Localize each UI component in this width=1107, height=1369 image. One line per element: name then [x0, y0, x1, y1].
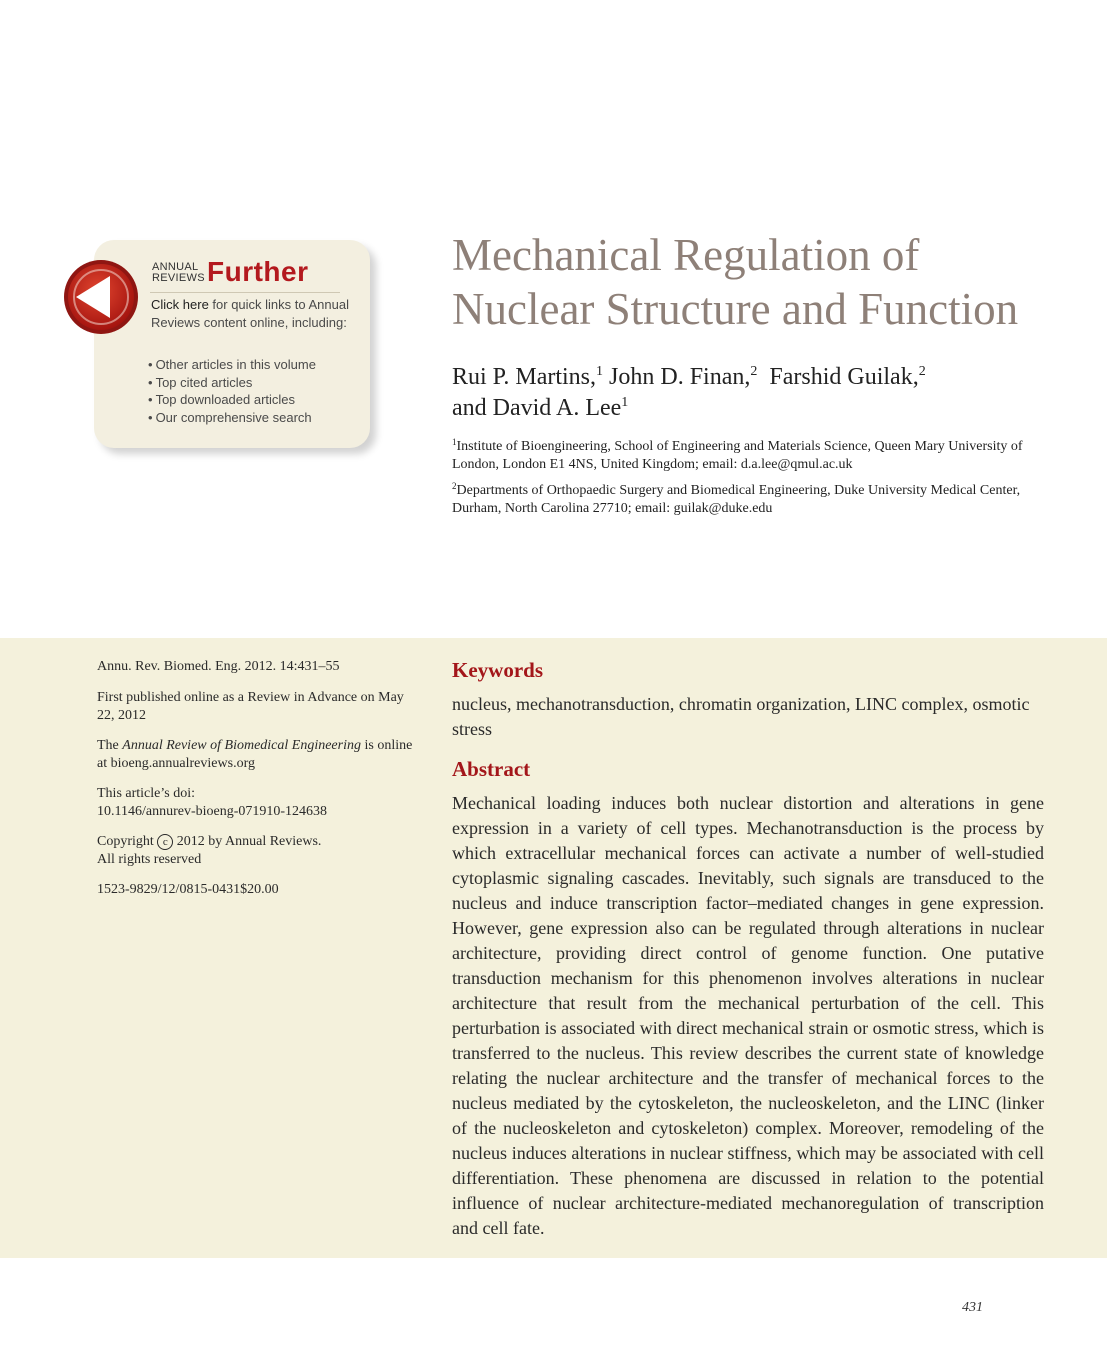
- online-suffix: is online at bioeng.annualreviews.org: [97, 737, 413, 771]
- rights-reserved: All rights reserved: [97, 852, 202, 867]
- online-info: [97, 737, 417, 774]
- copyright-prefix: Copyright: [97, 833, 158, 849]
- back-arrow-icon[interactable]: [62, 258, 140, 338]
- affiliation-text: Departments of Orthopaedic Surgery and Biomedical Engineering, Duke University Medical Center, Durham, North Carolina 27710; email: guilak@duke.edu: [452, 483, 1021, 516]
- affiliation-text: Institute of Bioengineering, School of Engineering and Materials Science, Queen Mary University of London, London E1 4NS, United Kingdom; email: d.a.lee@qmul.ac.uk: [452, 439, 1023, 472]
- affiliation: [452, 482, 1052, 518]
- abstract-text: Mechanical loading induces both nuclear distortion and alterations in gene expression in a variety of cell types. Mechanotransduction is the process by which extracellular mechanical forces can activate a number of well-studied cytoplasmic signaling cascades. Inevitably, such signals are transduced to the nucleus and induce transcription factor–mediated changes in gene expression. However, gene expression also can be regulated through alterations in nuclear architecture, providing direct control of genome function. One putative transduction mechanism for this phenomenon involves alterations in nuclear architecture that result from the mechanical perturbation of the cell. This perturbation is associated with direct mechanical strain or osmotic stress, which is transferred to the nucleus. This review describes the current state of knowledge relating the nuclear architecture and the transfer of mechanical forces to the nucleus mediated by the cytoskeleton, the nucleoskeleton, and the LINC (linker of the nucleoskeleton and cytoskeleton) complex. Moreover, remodeling of the nucleus induces alterations in nuclear stiffness, which may be associated with cell differentiation. These phenomena are discussed in relation to the potential influence of nuclear architecture-mediated mechanoregulation of transcription and cell fate.: [452, 793, 1044, 1238]
- author-name: Rui P. Martins,: [452, 364, 597, 390]
- further-description-text: for quick links to Annual Reviews content online, including:: [151, 297, 349, 330]
- further-link-item[interactable]: • Our comprehensive search: [148, 409, 316, 427]
- publication-info: [97, 658, 417, 910]
- abstract-heading: Abstract: [452, 757, 531, 781]
- published-date: First published online as a Review in Advance on May 22, 2012: [97, 689, 404, 723]
- click-here-link[interactable]: Click here: [151, 297, 209, 312]
- issn: 1523-9829/12/0815-0431$20.00: [97, 881, 279, 897]
- further-link-item[interactable]: • Other articles in this volume: [148, 356, 316, 374]
- author-affiliation-mark: 1: [621, 395, 629, 410]
- doi-label: This article’s doi:: [97, 785, 195, 801]
- author-name: and David A. Lee: [452, 395, 622, 421]
- brand-line-reviews: REVIEWS: [152, 272, 205, 284]
- brand-line-annual: ANNUAL: [152, 261, 199, 273]
- further-divider: [150, 292, 340, 293]
- article-title: [452, 228, 1072, 336]
- doi-value[interactable]: 10.1146/annurev-bioeng-071910-124638: [97, 804, 328, 819]
- copyright-icon: c: [157, 834, 173, 850]
- further-description: [151, 296, 351, 331]
- copyright: [97, 833, 417, 870]
- doi-info: [97, 785, 417, 822]
- further-title[interactable]: Further: [207, 256, 309, 287]
- copyright-suffix: 2012 by Annual Reviews.: [173, 833, 322, 849]
- journal-name: Annual Review of Biomedical Engineering: [122, 737, 361, 753]
- keywords-heading: Keywords: [452, 658, 543, 682]
- citation: Annu. Rev. Biomed. Eng. 2012. 14:431–55: [97, 659, 340, 674]
- page-number: 431: [962, 1300, 983, 1315]
- further-link-item[interactable]: • Top downloaded articles: [148, 391, 316, 409]
- affiliation: [452, 438, 1052, 474]
- author-affiliation-mark: 1: [596, 364, 604, 379]
- title-line-2: Nuclear Structure and Function: [452, 284, 1019, 334]
- online-prefix: The: [97, 737, 123, 753]
- title-line-1: Mechanical Regulation of: [452, 230, 920, 280]
- author-name: Farshid Guilak,: [769, 364, 919, 390]
- author-list: [452, 362, 1072, 424]
- further-link-item[interactable]: • Top cited articles: [148, 374, 316, 392]
- author-name: John D. Finan,: [609, 364, 751, 390]
- keywords-text: nucleus, mechanotransduction, chromatin organization, LINC complex, osmotic stress: [452, 694, 1030, 739]
- author-affiliation-mark: 2: [918, 364, 926, 379]
- affiliation-mark: 2: [452, 481, 457, 491]
- affiliation-mark: 1: [452, 437, 457, 447]
- further-links-list: [148, 356, 316, 426]
- annual-reviews-logo: [152, 262, 205, 284]
- author-affiliation-mark: 2: [750, 364, 758, 379]
